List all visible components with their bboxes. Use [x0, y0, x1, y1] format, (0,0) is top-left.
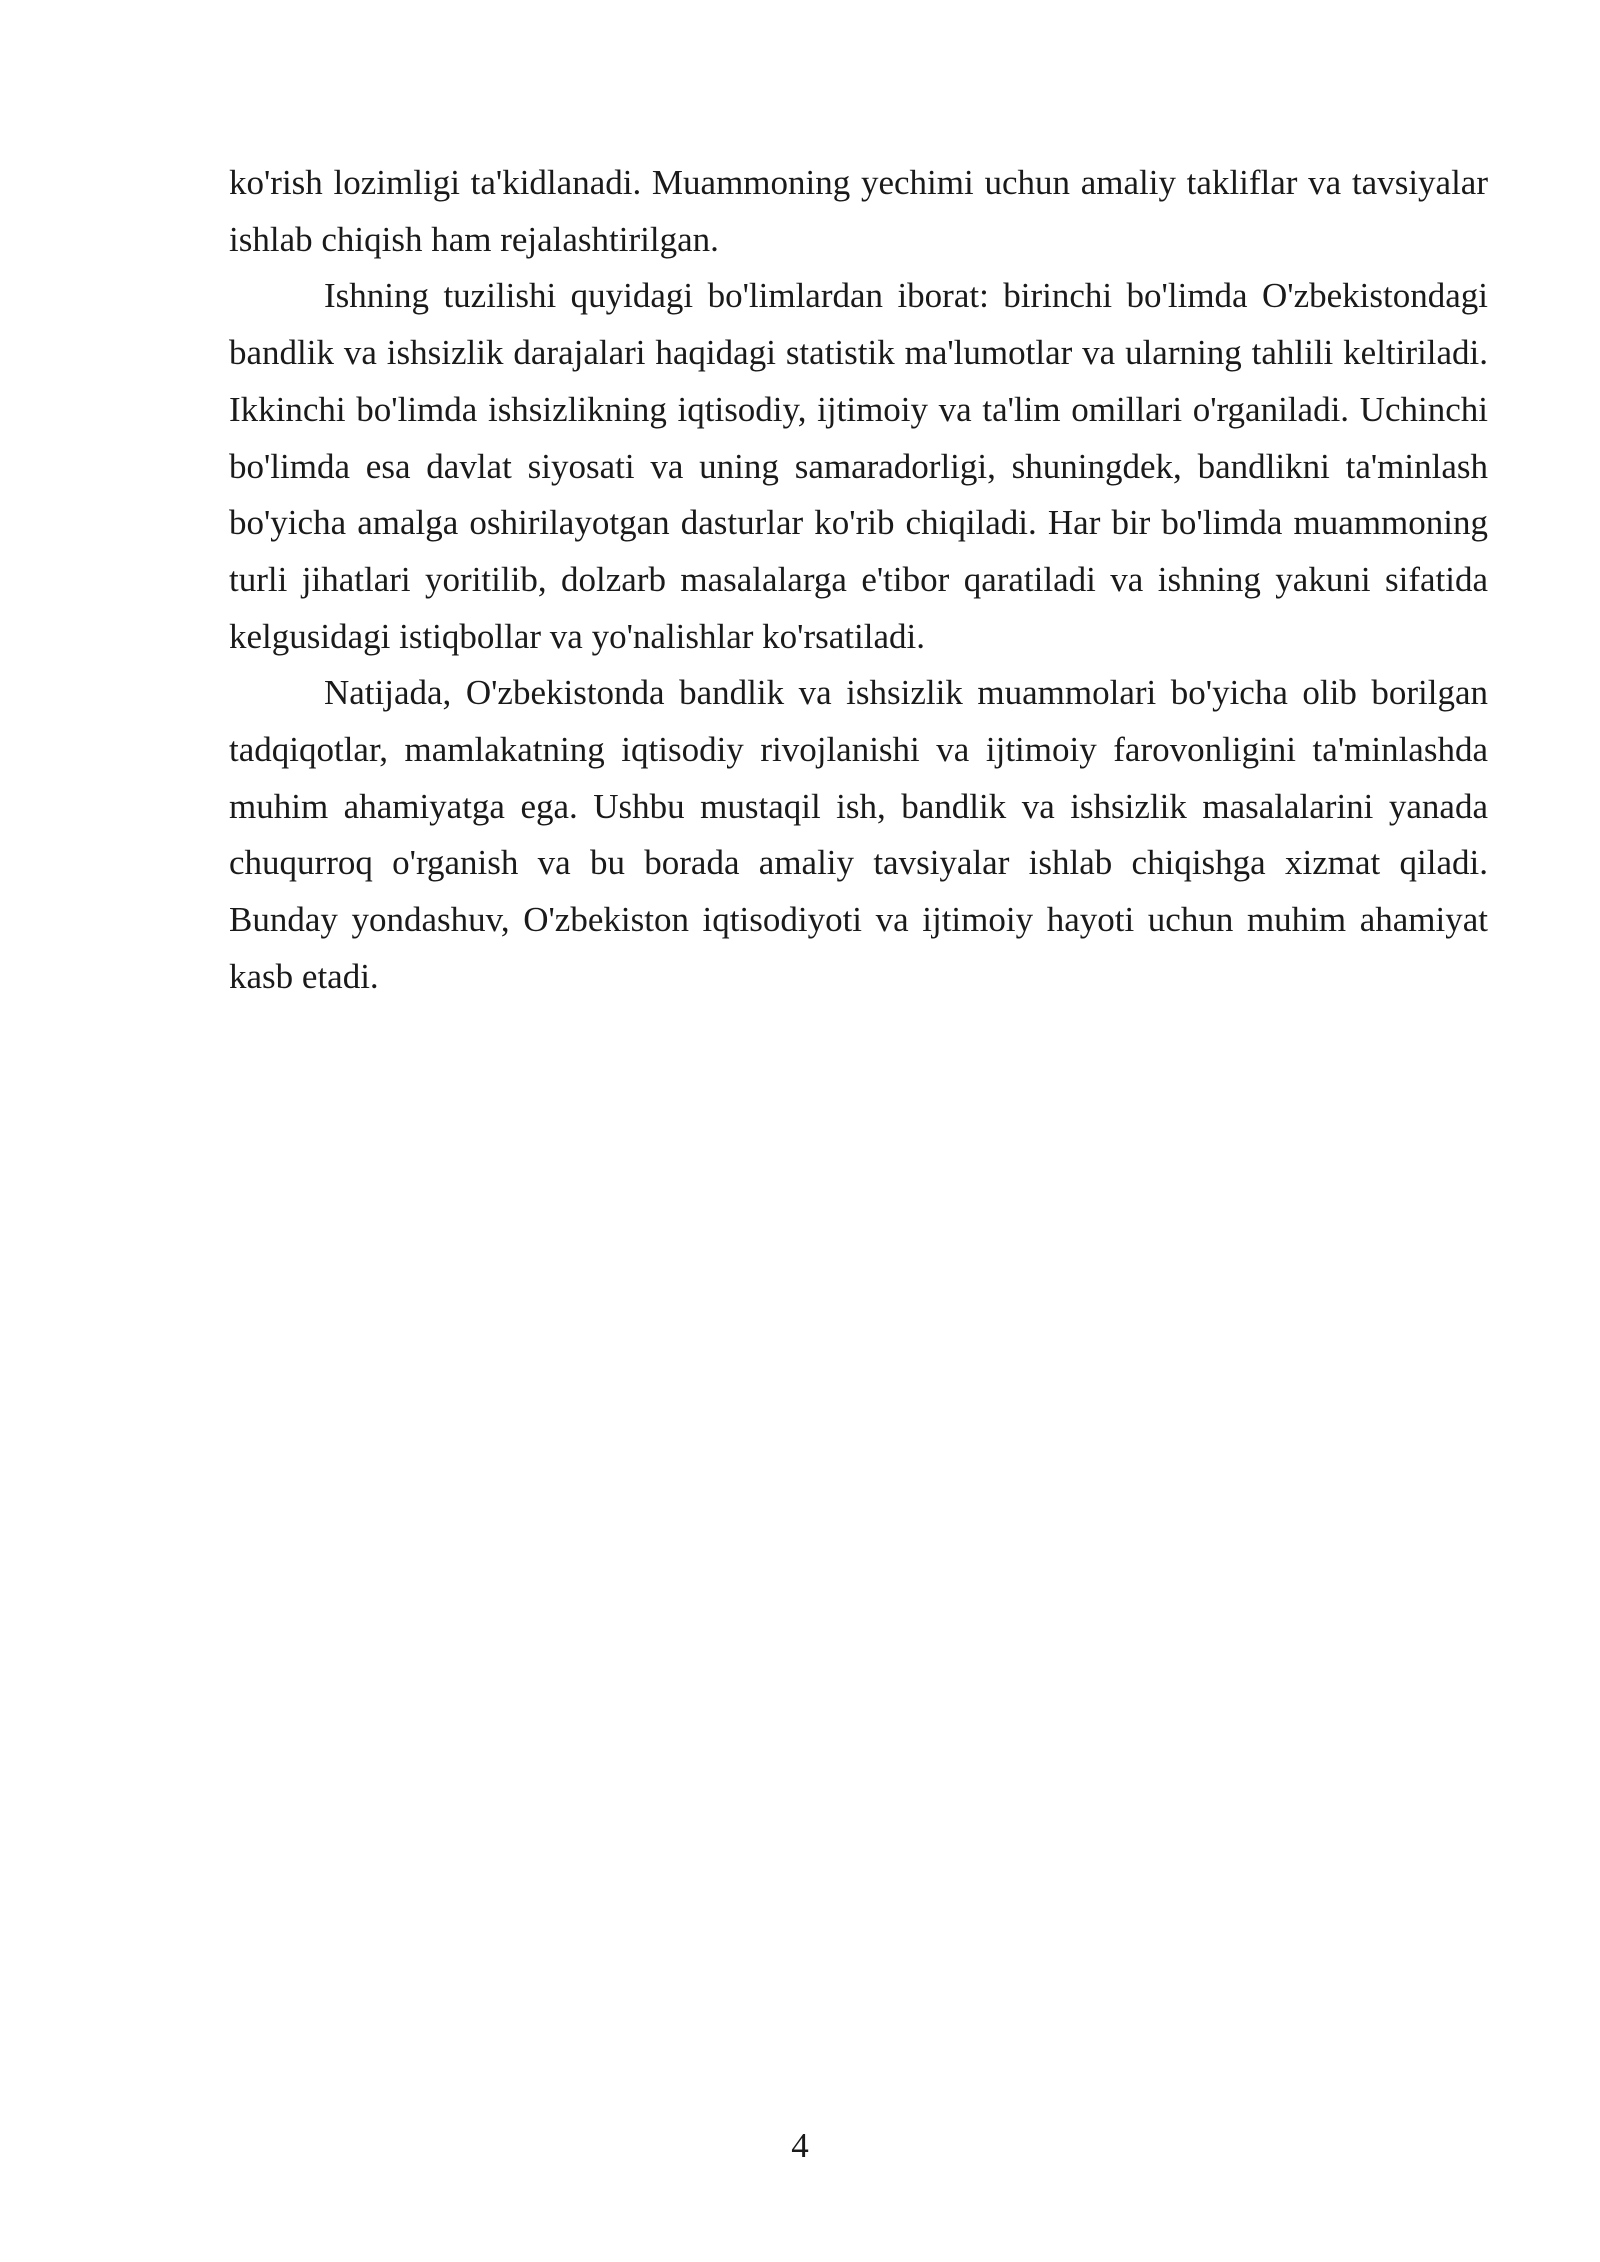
page-number: 4 — [791, 2126, 809, 2165]
document-body — [229, 155, 1488, 1006]
paragraph-structure: Ishning tuzilishi quyidagi bo'limlardan iborat: birinchi bo'limda O'zbekistondagi bandlik va ishsizlik darajalari haqidagi statistik ma'lumotlar va ularning tahlili keltiriladi. Ikkinchi bo'limda ishsizlikning iqtisodiy, ijtimoiy va ta'lim omillari o'rganiladi. Uchinchi bo'limda esa davlat siyosati va uning samaradorligi, shuningdek, bandlikni ta'minlash bo'yicha amalga oshirilayotgan dasturlar ko'rib chiqiladi. Har bir bo'limda muammoning turli jihatlari yoritilib, dolzarb masalalarga e'tibor qaratiladi va ishning yakuni sifatida kelgusidagi istiqbollar va yo'nalishlar ko'rsatiladi. — [229, 276, 1488, 656]
paragraph-conclusion: Natijada, O'zbekistonda bandlik va ishsizlik muammolari bo'yicha olib borilgan tadqiqotlar, mamlakatning iqtisodiy rivojlanishi va ijtimoiy farovonligini ta'minlashda muhim ahamiyatga ega. Ushbu mustaqil ish, bandlik va ishsizlik masalalarini yanada chuqurroq o'rganish va bu borada amaliy tavsiyalar ishlab chiqishga xizmat qiladi. Bunday yondashuv, O'zbekiston iqtisodiyoti va ijtimoiy hayoti uchun muhim ahamiyat kasb etadi. — [229, 673, 1488, 996]
paragraph-continuation: ko'rish lozimligi ta'kidlanadi. Muammoning yechimi uchun amaliy takliflar va tavsiyalar ishlab chiqish ham rejalashtirilgan. — [229, 163, 1488, 259]
